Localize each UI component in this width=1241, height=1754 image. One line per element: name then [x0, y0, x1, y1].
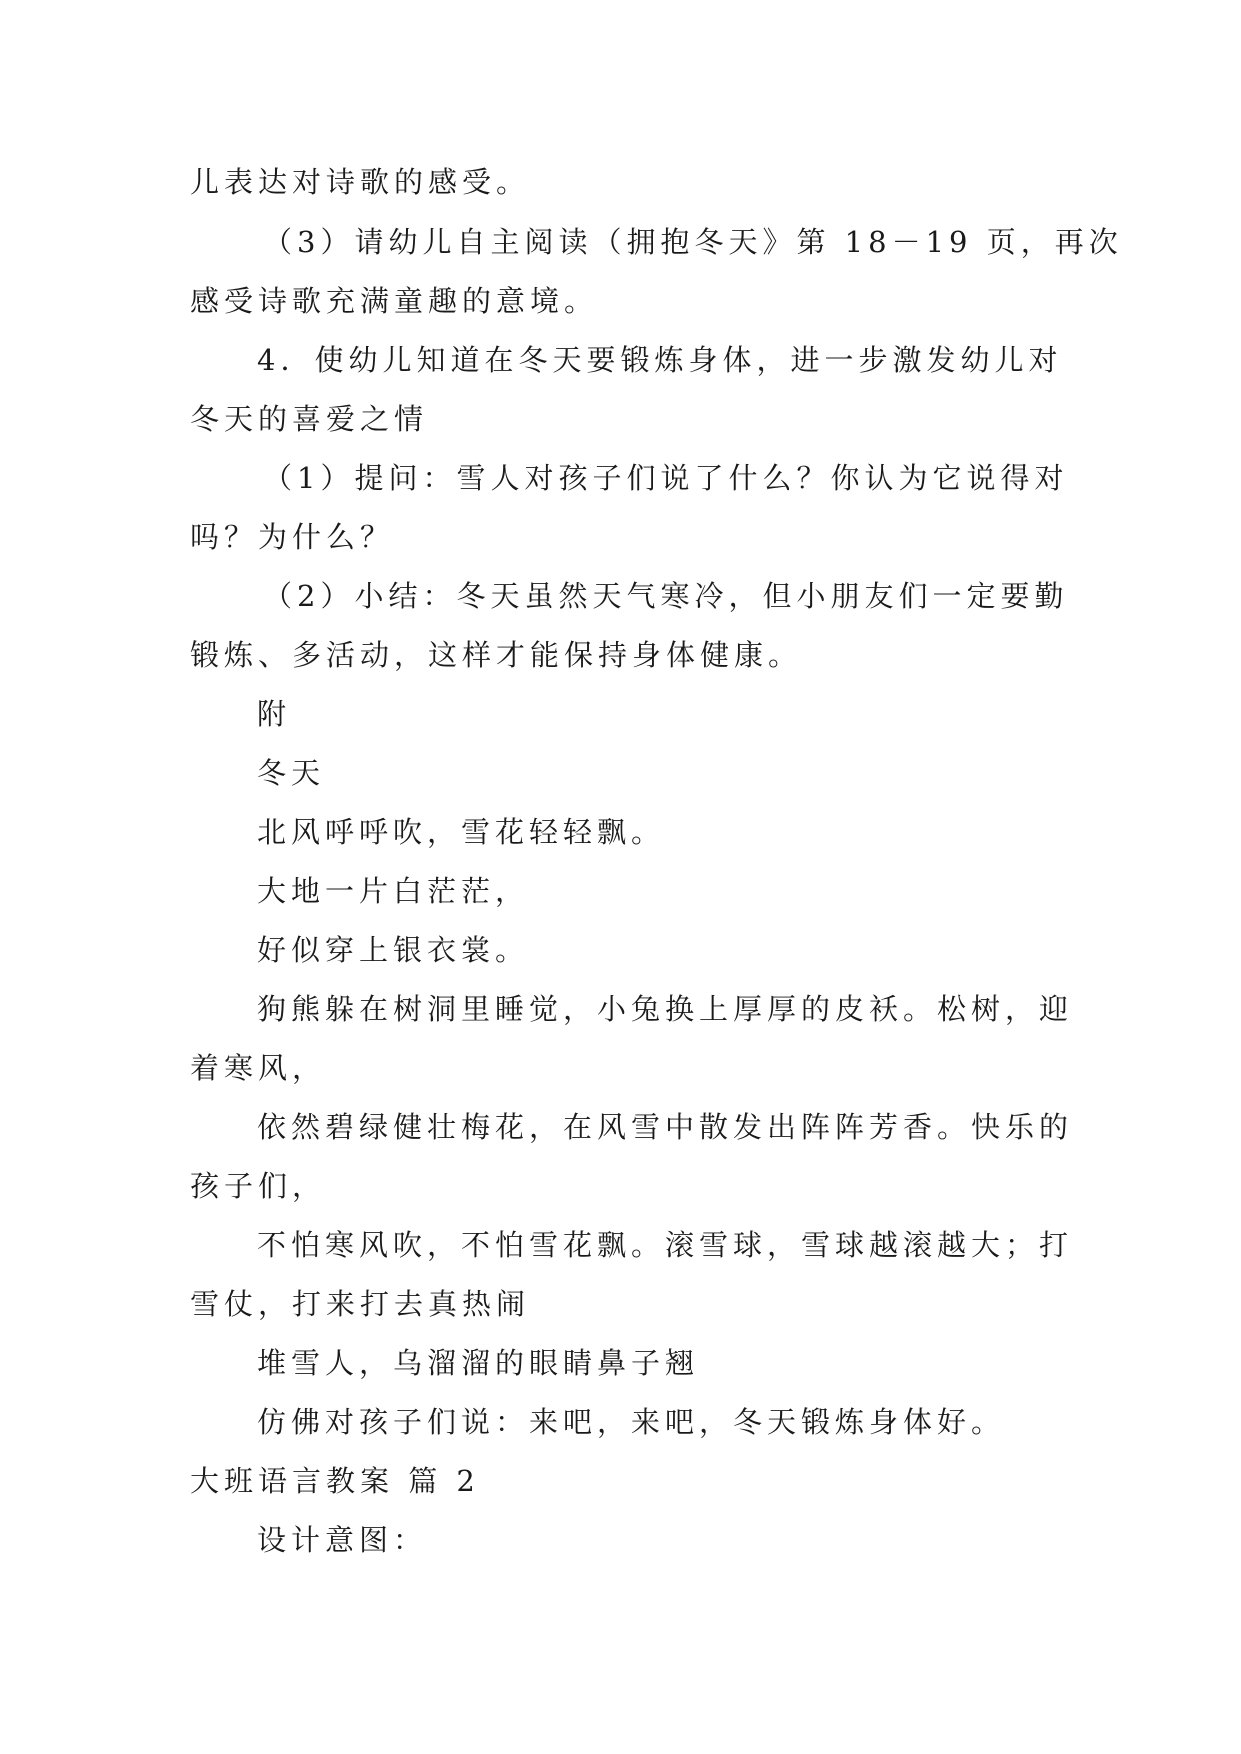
text-line: （2）小结：冬天虽然天气寒冷，但小朋友们一定要勤 [263, 579, 1069, 613]
section-heading: 大班语言教案 篇 2 [190, 1464, 480, 1498]
text-line: （3）请幼儿自主阅读（拥抱冬天》第 18－19 页，再次 [263, 225, 1123, 259]
text-line: 吗？为什么？ [190, 520, 395, 554]
text-line: 附 [257, 697, 292, 731]
text-line: 冬天 [257, 756, 326, 790]
text-line: 感受诗歌充满童趣的意境。 [190, 284, 599, 318]
text-line: 着寒风， [190, 1051, 327, 1085]
text-line: 北风呼呼吹，雪花轻轻飘。 [257, 815, 666, 849]
text-line: 好似穿上银衣裳。 [257, 933, 530, 967]
text-line: 依然碧绿健壮梅花，在风雪中散发出阵阵芳香。快乐的 [257, 1110, 1074, 1144]
text-line: 孩子们， [190, 1169, 327, 1203]
text-line: 冬天的喜爱之情 [190, 402, 429, 436]
text-line: 雪仗，打来打去真热闹 [190, 1287, 531, 1321]
text-line: （1）提问：雪人对孩子们说了什么？你认为它说得对 [263, 461, 1069, 495]
text-line: 堆雪人，乌溜溜的眼睛鼻子翘 [257, 1346, 700, 1380]
text-line: 4．使幼儿知道在冬天要锻炼身体，进一步激发幼儿对 [257, 343, 1063, 377]
text-line: 大地一片白茫茫， [257, 874, 530, 908]
text-line: 设计意图： [257, 1523, 428, 1557]
text-line: 狗熊躲在树洞里睡觉，小兔换上厚厚的皮袄。松树，迎 [257, 992, 1074, 1026]
text-line: 不怕寒风吹，不怕雪花飘。滚雪球，雪球越滚越大；打 [257, 1228, 1074, 1262]
text-line: 仿佛对孩子们说：来吧，来吧，冬天锻炼身体好。 [257, 1405, 1006, 1439]
text-line: 儿表达对诗歌的感受。 [190, 165, 531, 199]
text-line: 锻炼、多活动，这样才能保持身体健康。 [190, 638, 803, 672]
